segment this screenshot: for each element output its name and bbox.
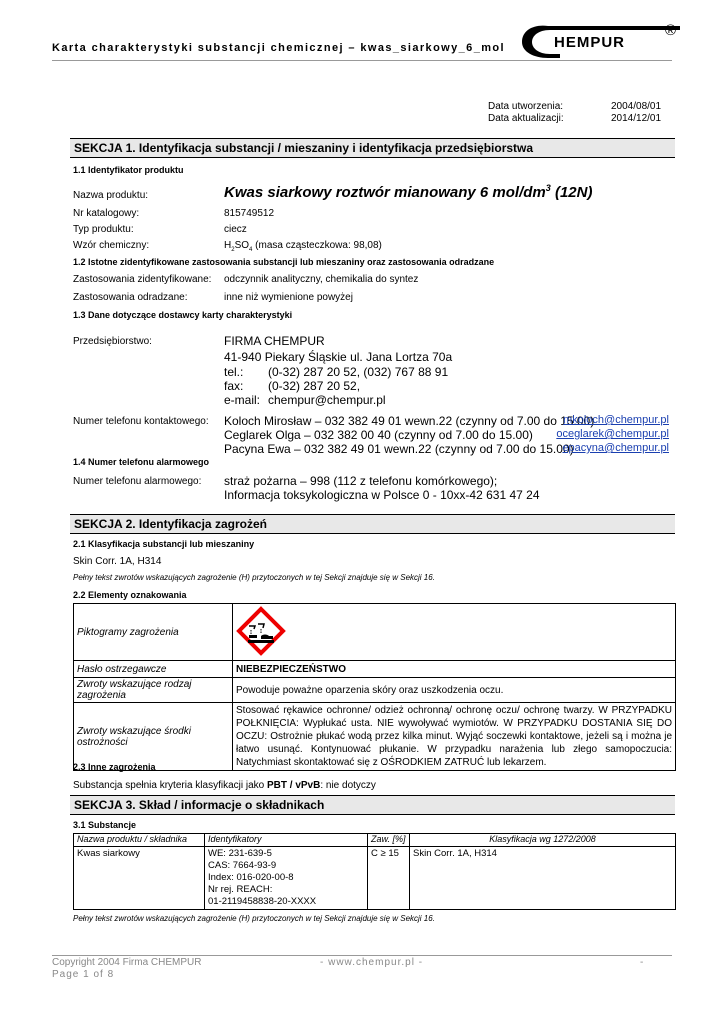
formula-value: $H_2SO_4$ (masa cząsteczkowa: 98,08) bbox=[224, 240, 382, 253]
subsection-2-1: 2.1 Klasyfikacja substancji lub mieszaniny bbox=[73, 539, 255, 549]
formula-label: Wzór chemiczny: bbox=[73, 240, 150, 251]
subsection-1-4: 1.4 Numer telefonu alarmowego bbox=[73, 457, 210, 467]
hazard-statements-value: Powoduje poważne oparzenia skóry oraz uszkodzenia oczu. bbox=[233, 678, 676, 703]
emergency-phone-2: Informacja toksykologiczna w Polsce 0 - 10xx-42 631 47 24 bbox=[224, 488, 540, 502]
footer-dash: - bbox=[640, 957, 644, 968]
company-name: FIRMA CHEMPUR bbox=[224, 334, 325, 348]
emergency-phone-1: straż pożarna – 998 (112 z telefonu komórkowego); bbox=[224, 474, 498, 488]
component-concentration: C ≥ 15 bbox=[368, 847, 410, 910]
fax-label: fax: bbox=[224, 379, 244, 393]
h-statement-note: Pełny tekst zwrotów wskazujących zagrożenie (H) przytoczonych w tej Sekcji znajduje się w Sekcji 16. bbox=[73, 573, 435, 582]
catalog-label: Nr katalogowy: bbox=[73, 208, 140, 219]
pbt-statement: Substancja spełnia kryteria klasyfikacji jako PBT / vPvB: nie dotyczy bbox=[73, 780, 376, 791]
document-header-title: Karta charakterystyki substancji chemicznej – kwas_siarkowy_6_mol bbox=[52, 42, 505, 54]
contact-phone-label: Numer telefonu kontaktowego: bbox=[73, 416, 209, 427]
table-row bbox=[74, 847, 676, 910]
h-statement-note-3: Pełny tekst zwrotów wskazujących zagrożenie (H) przytoczonych w tej Sekcji znajduje się w Sekcji 16. bbox=[73, 914, 435, 923]
labelling-table bbox=[73, 603, 676, 771]
subsection-1-1: 1.1 Identyfikator produktu bbox=[73, 165, 184, 175]
classification-value: Skin Corr. 1A, H314 bbox=[73, 556, 162, 567]
footer-divider bbox=[52, 955, 672, 956]
created-label: Data utworzenia: bbox=[488, 101, 564, 112]
logo-text: HEMPUR bbox=[554, 34, 626, 51]
table-header-cell: Identyfikatory bbox=[205, 834, 368, 847]
identifier-line: Index: 016-020-00-8 bbox=[208, 872, 294, 883]
email-label: e-mail: bbox=[224, 393, 261, 407]
uses-value: odczynnik analityczny, chemikalia do syntez bbox=[224, 274, 419, 285]
product-type-label: Typ produktu: bbox=[73, 224, 134, 235]
identifier-line: CAS: 7664-93-9 bbox=[208, 860, 277, 871]
email-value: chempur@chempur.pl bbox=[268, 393, 386, 407]
pictogram-cell bbox=[233, 604, 676, 661]
signal-word-label: Hasło ostrzegawcze bbox=[74, 661, 233, 678]
tel-label: tel.: bbox=[224, 365, 244, 379]
composition-table bbox=[73, 833, 676, 910]
section-3-title: SEKCJA 3. Skład / informacje o składnikach bbox=[70, 795, 675, 815]
uses-label: Zastosowania zidentyfikowane: bbox=[73, 274, 212, 285]
updated-label: Data aktualizacji: bbox=[488, 113, 564, 124]
section-2-title: SEKCJA 2. Identyfikacja zagrożeń bbox=[70, 514, 675, 534]
subsection-2-3: 2.3 Inne zagrożenia bbox=[73, 762, 156, 772]
uses-advised-against-label: Zastosowania odradzane: bbox=[73, 292, 188, 303]
signal-word-value: NIEBEZPIECZEŃSTWO bbox=[233, 661, 676, 678]
table-header-cell: Zaw. [%] bbox=[368, 834, 410, 847]
table-header-cell: Nazwa produktu / składnika bbox=[74, 834, 205, 847]
component-identifiers bbox=[205, 847, 368, 910]
contact-email-link[interactable]: epacyna@chempur.pl bbox=[562, 442, 669, 454]
component-classification: Skin Corr. 1A, H314 bbox=[410, 847, 676, 910]
contact-line: Pacyna Ewa – 032 382 49 01 wewn.22 (czynny od 7.00 do 15.00) bbox=[224, 442, 574, 456]
page-number: Page 1 of 8 bbox=[52, 969, 115, 980]
identifier-line: Nr rej. REACH: bbox=[208, 884, 273, 895]
footer-copyright: Copyright 2004 Firma CHEMPUR bbox=[52, 957, 202, 968]
subsection-1-2: 1.2 Istotne zidentyfikowane zastosowania substancji lub mieszaniny oraz zastosowania odradzane bbox=[73, 257, 495, 267]
updated-value: 2014/12/01 bbox=[611, 113, 662, 124]
component-name: Kwas siarkowy bbox=[74, 847, 205, 910]
subsection-2-2: 2.2 Elementy oznakowania bbox=[73, 590, 187, 600]
chempur-logo bbox=[520, 20, 680, 60]
registered-mark: ® bbox=[665, 22, 677, 39]
company-address: 41-940 Piekary Śląskie ul. Jana Lortza 70a bbox=[224, 350, 453, 364]
identifier-line: 01-2119458838-20-XXXX bbox=[208, 896, 317, 907]
tel-value: (0-32) 287 20 52, (032) 767 88 91 bbox=[268, 365, 449, 379]
contact-email-link[interactable]: oceglarek@chempur.pl bbox=[556, 428, 669, 440]
product-type-value: ciecz bbox=[224, 224, 247, 235]
uses-advised-against-value: inne niż wymienione powyżej bbox=[224, 292, 353, 303]
contact-line: Koloch Mirosław – 032 382 49 01 wewn.22 (czynny od 7.00 do 15.00) bbox=[224, 414, 595, 428]
emergency-phone-label: Numer telefonu alarmowego: bbox=[73, 476, 202, 487]
contact-email-link[interactable]: mkoloch@chempur.pl bbox=[563, 414, 669, 426]
product-name: Kwas siarkowy roztwór mianowany 6 mol/$dm^3$ (12N) bbox=[224, 183, 593, 201]
subsection-3-1: 3.1 Substancje bbox=[73, 820, 137, 830]
section-1-title: SEKCJA 1. Identyfikacja substancji / mieszaniny i identyfikacja przedsiębiorstwa bbox=[70, 138, 675, 158]
precautionary-statements-label: Zwroty wskazujące środki ostrożności bbox=[74, 703, 233, 771]
contact-line: Ceglarek Olga – 032 382 00 40 (czynny od 7.00 do 15.00) bbox=[224, 428, 533, 442]
identifier-line: WE: 231-639-5 bbox=[208, 848, 272, 859]
precautionary-statements-value: Stosować rękawice ochronne/ odzież ochronną/ ochronę oczu/ ochronę twarzy. W PRZYPADKU POŁKNIĘCIA: Wypłukać usta. NIE wywoływać wymiotów. W PRZYPADKU DOSTANIA SIĘ DO OCZU: Ostrożnie płukać wodą przez kilka minut. Wyjąć soczewki kontaktowe, jeżeli są i można je łatwo usunąć. Kontynuować płukanie. W przypadku narażenia lub złego samopoczucia: Natychmiast skontaktować się z OŚRODKIEM ZATRUĆ lub lekarzem. bbox=[233, 703, 676, 771]
pictogram-label: Piktogramy zagrożenia bbox=[74, 604, 233, 661]
header-divider bbox=[52, 60, 672, 61]
hazard-statements-label: Zwroty wskazujące rodzaj zagrożenia bbox=[74, 678, 233, 703]
subsection-1-3: 1.3 Dane dotyczące dostawcy karty charakterystyki bbox=[73, 310, 293, 320]
footer-website: - www.chempur.pl - bbox=[320, 957, 424, 968]
corrosion-pictogram-icon bbox=[236, 606, 286, 656]
table-header-cell: Klasyfikacja wg 1272/2008 bbox=[410, 834, 676, 847]
product-name-label: Nazwa produktu: bbox=[73, 190, 149, 201]
catalog-value: 815749512 bbox=[224, 208, 275, 219]
company-label: Przedsiębiorstwo: bbox=[73, 336, 152, 347]
created-value: 2004/08/01 bbox=[611, 101, 662, 112]
fax-value: (0-32) 287 20 52, bbox=[268, 379, 361, 393]
